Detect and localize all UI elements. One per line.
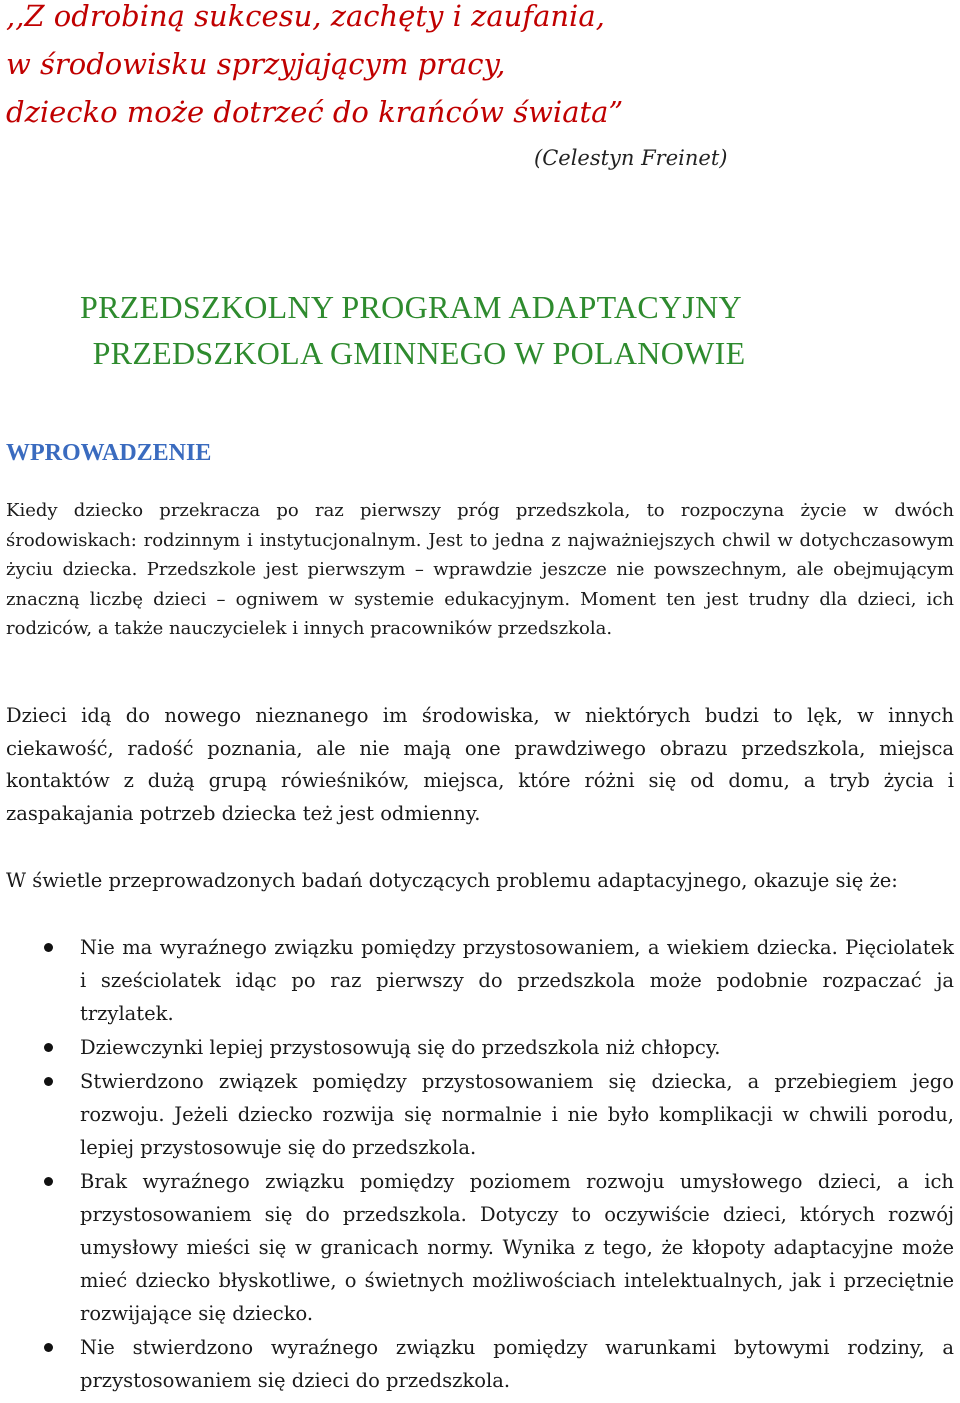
intro-paragraph-1: Kiedy dziecko przekracza po raz pierwszy próg przedszkola, to rozpoczyna życie w dwóch środowiskach: rodzinnym i instytucjonalnym. Jest to jedna z najważniejszych chwil w dotychczasowym życiu dziecka. Przedszkole jest pierwszym – wprawdzie jeszcze nie powszechnym, ale obejmującym znaczną liczbę dzieci – ogniwem w systemie edukacyjnym. Moment ten jest trudny dla dzieci, ich rodziców, a także nauczycielek i innych pracowników przedszkola. (6, 500, 954, 639)
section-heading: WPROWADZENIE (6, 440, 212, 466)
bullet-icon (44, 1343, 53, 1352)
list-item-text: Nie ma wyraźnego związku pomiędzy przystosowaniem, a wiekiem dziecka. Pięciolatek i sześciolatek idąc po raz pierwszy do przedszkola może podobnie rozpaczać ja trzylatek. (80, 936, 954, 1025)
title-line-2: PRZEDSZKOLA GMINNEGO W POLANOWIE (92, 335, 746, 371)
bullet-icon (44, 943, 53, 952)
list-item (6, 931, 954, 1030)
quote-line-1: ,,Z odrobiną sukcesu, zachęty i zaufania, (6, 0, 605, 33)
bullet-icon (44, 1177, 53, 1186)
quote-line-3: dziecko może dotrzeć do krańców świata” (6, 95, 624, 129)
list-item (6, 1065, 954, 1164)
findings-list (6, 931, 954, 1398)
list-item-text: Stwierdzono związek pomiędzy przystosowaniem się dziecka, a przebiegiem jego rozwoju. Jeżeli dziecko rozwija się normalnie i nie było komplikacji w chwili porodu, lepiej przystosowuje się do przedszkola. (80, 1070, 954, 1159)
list-item-text: Nie stwierdzono wyraźnego związku pomiędzy warunkami bytowymi rodziny, a przystosowaniem się dzieci do przedszkola. (80, 1336, 954, 1392)
quote-line-2: w środowisku sprzyjającym pracy, (6, 47, 506, 81)
intro-paragraph-2: Dzieci idą do nowego nieznanego im środowiska, w niektórych budzi to lęk, w innych ciekawość, radość poznania, ale nie mają one prawdziwego obrazu przedszkola, miejsca kontaktów z dużą grupą rówieśników, miejsca, które różni się od domu, a tryb życia i zaspakajania potrzeb dziecka też jest odmienny. (6, 704, 954, 825)
bullet-icon (44, 1077, 53, 1086)
document-title (6, 284, 956, 376)
bullet-icon (44, 1043, 53, 1052)
list-item (6, 1331, 954, 1397)
epigraph-quote (6, 0, 956, 136)
title-line-1: PRZEDSZKOLNY PROGRAM ADAPTACYJNY (80, 289, 742, 325)
quote-author: (Celestyn Freinet) (534, 146, 728, 170)
list-item-text: Dziewczynki lepiej przystosowują się do przedszkola niż chłopcy. (80, 1036, 721, 1059)
list-item (6, 1031, 954, 1064)
list-item-text: Brak wyraźnego związku pomiędzy poziomem rozwoju umysłowego dzieci, a ich przystosowaniem się do przedszkola. Dotyczy to oczywiście dzieci, których rozwój umysłowy mieści się w granicach normy. Wynika z tego, że kłopoty adaptacyjne może mieć dziecko błyskotliwe, o świetnych możliwościach intelektualnych, jak i przeciętnie rozwijające się dziecko. (80, 1170, 954, 1325)
list-item (6, 1165, 954, 1330)
intro-paragraph-3: W świetle przeprowadzonych badań dotyczących problemu adaptacyjnego, okazuje się że: (6, 869, 898, 892)
